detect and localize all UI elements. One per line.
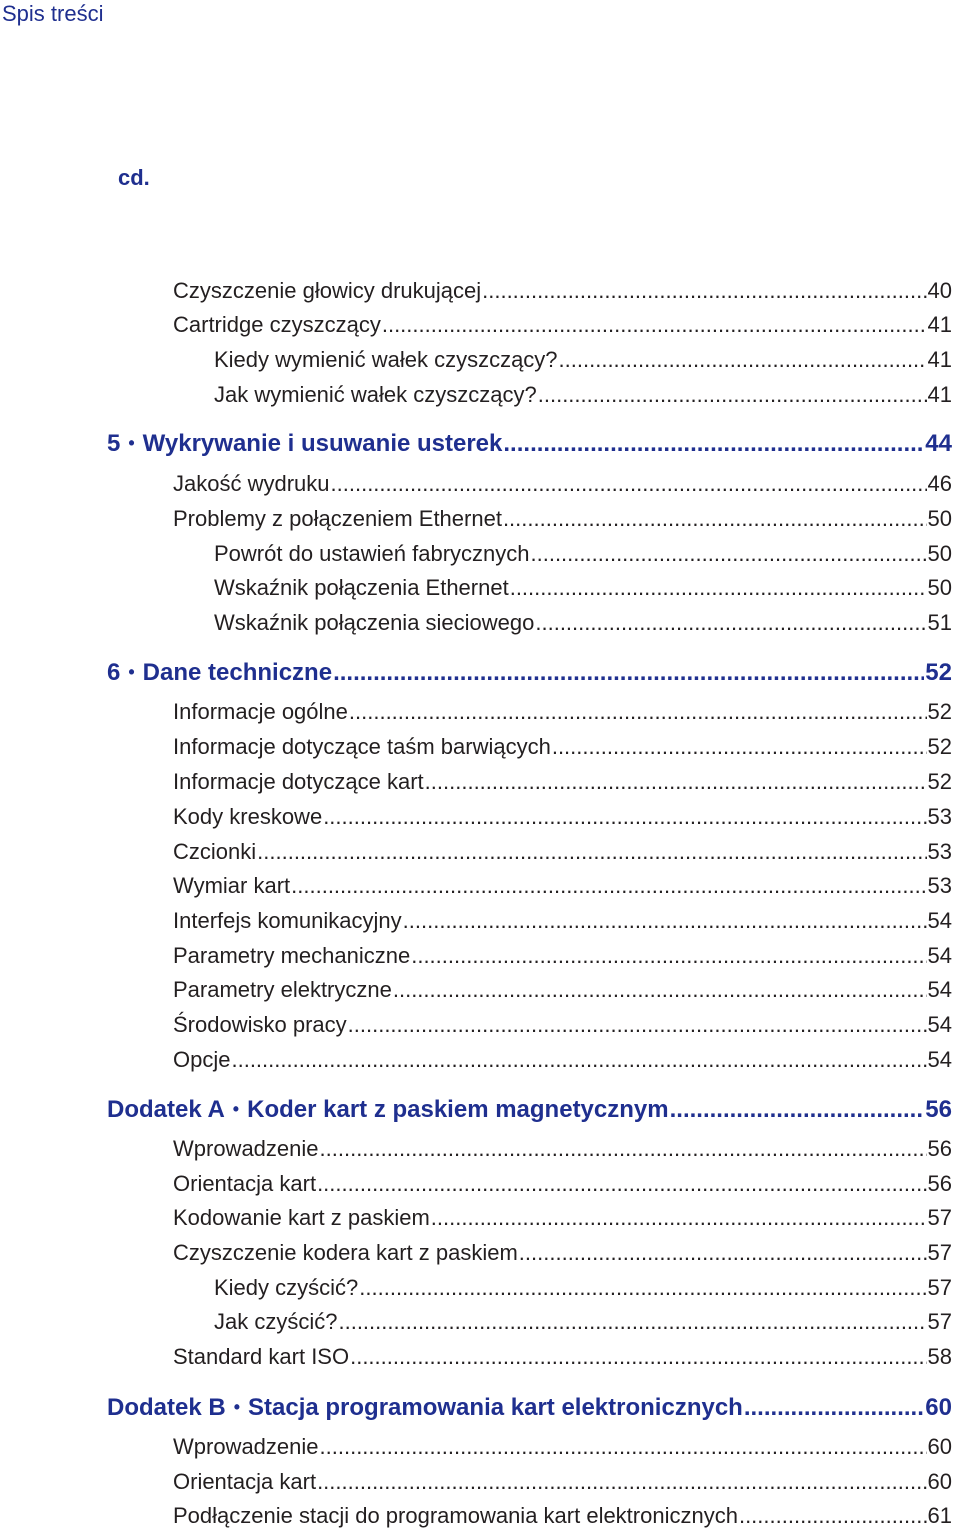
toc-entry[interactable] — [173, 276, 952, 306]
toc-chapter-entry[interactable] — [107, 1392, 952, 1422]
bullet-icon: • — [232, 1099, 240, 1119]
toc-entry-title: Jakość wydruku — [173, 471, 330, 496]
toc-entry[interactable] — [173, 1169, 952, 1199]
dot-leader — [348, 1010, 927, 1040]
toc-entry-title: Informacje dotyczące kart — [173, 769, 424, 794]
toc-entry[interactable] — [173, 837, 952, 867]
toc-page-number: 54 — [927, 943, 952, 968]
toc-entry[interactable] — [173, 1467, 952, 1497]
dot-leader — [510, 573, 927, 603]
toc-chapter-entry[interactable] — [107, 657, 952, 687]
dot-leader — [559, 345, 927, 375]
toc-entry[interactable] — [173, 504, 952, 534]
toc-entry[interactable] — [173, 941, 952, 971]
toc-page-number: 50 — [927, 506, 952, 531]
toc-page-number: 50 — [927, 575, 952, 600]
toc-entry-title: Parametry elektryczne — [173, 977, 392, 1002]
dot-leader — [411, 941, 926, 971]
toc-entry-title: Wprowadzenie — [173, 1434, 319, 1459]
toc-chapter-entry[interactable] — [107, 428, 952, 458]
toc-page-number: 52 — [927, 734, 952, 759]
continued-label: cd. — [118, 165, 150, 190]
chapter-title: Wykrywanie i usuwanie usterek — [142, 430, 503, 457]
dot-leader — [519, 1238, 927, 1268]
dot-leader — [482, 276, 926, 306]
toc-entry-title: Wprowadzenie — [173, 1136, 319, 1161]
toc-page-number: 60 — [925, 1394, 952, 1421]
toc-entry-title: Cartridge czyszczący — [173, 312, 381, 337]
toc-entry-title: Środowisko pracy — [173, 1012, 347, 1037]
bullet-icon: • — [233, 1397, 240, 1417]
toc-entry[interactable] — [173, 310, 952, 340]
toc-page-number: 57 — [927, 1240, 952, 1265]
toc-entry[interactable] — [173, 732, 952, 762]
dot-leader — [382, 310, 927, 340]
chapter-title: Koder kart z paskiem magnetycznym — [247, 1096, 669, 1123]
dot-leader — [317, 1169, 926, 1199]
toc-page-number: 52 — [925, 659, 952, 686]
toc-entry[interactable] — [173, 1134, 952, 1164]
toc-page-number: 41 — [927, 312, 952, 337]
toc-entry-title: Opcje — [173, 1047, 231, 1072]
toc-page-number: 53 — [927, 804, 952, 829]
dot-leader — [538, 380, 927, 410]
toc-entry-title: Czyszczenie kodera kart z paskiem — [173, 1240, 518, 1265]
dot-leader — [320, 1432, 927, 1462]
toc-page-number: 54 — [927, 908, 952, 933]
toc-page-number: 52 — [927, 699, 952, 724]
toc-entry-title: Orientacja kart — [173, 1171, 317, 1196]
toc-entry-title — [107, 1392, 743, 1425]
dot-leader — [431, 1203, 927, 1233]
chapter-number: Dodatek B — [107, 1394, 226, 1421]
toc-entry-title: Kody kreskowe — [173, 804, 323, 829]
dot-leader — [320, 1134, 927, 1164]
toc-entry-title — [107, 1094, 669, 1127]
toc-entry-title: Interfejs komunikacyjny — [173, 908, 402, 933]
dot-leader — [323, 802, 926, 832]
toc-entry[interactable] — [173, 1203, 952, 1233]
toc-page-number: 53 — [927, 839, 952, 864]
toc-entry-title — [107, 657, 332, 690]
chapter-title: Dane techniczne — [142, 659, 333, 686]
dot-leader — [291, 871, 926, 901]
toc-page-number: 50 — [927, 541, 952, 566]
toc-page-number: 53 — [927, 873, 952, 898]
toc-entry-title: Podłączenie stacji do programowania kart elektronicznych — [173, 1503, 738, 1528]
dot-leader — [349, 697, 927, 727]
toc-page-number: 41 — [927, 382, 952, 407]
toc-entry-title: Kodowanie kart z paskiem — [173, 1205, 430, 1230]
toc-page-number: 54 — [927, 977, 952, 1002]
toc-entry[interactable] — [173, 906, 952, 936]
toc-page-number: 60 — [927, 1434, 952, 1459]
toc-entry-title: Parametry mechaniczne — [173, 943, 411, 968]
toc-page-number: 54 — [927, 1047, 952, 1072]
toc-page-number: 44 — [925, 430, 952, 457]
toc-page-number: 61 — [927, 1503, 952, 1528]
toc-entry[interactable] — [214, 573, 952, 603]
toc-entry-title: Kiedy wymienić wałek czyszczący? — [214, 347, 558, 372]
toc-entry-title: Kiedy czyścić? — [214, 1275, 359, 1300]
toc-page-number: 60 — [927, 1469, 952, 1494]
toc-entry[interactable] — [173, 697, 952, 727]
toc-page-number: 57 — [927, 1309, 952, 1334]
toc-page-number: 57 — [927, 1205, 952, 1230]
toc-page-number: 51 — [927, 610, 952, 635]
dot-leader — [425, 767, 927, 797]
toc-page-number: 54 — [927, 1012, 952, 1037]
dot-leader — [503, 428, 924, 460]
toc-entry[interactable] — [173, 1342, 952, 1372]
chapter-title: Stacja programowania kart elektronicznych — [248, 1394, 743, 1421]
dot-leader — [535, 608, 926, 638]
toc-page-number: 40 — [927, 278, 952, 303]
chapter-number: 6 — [107, 659, 121, 686]
toc-entry-title: Jak czyścić? — [214, 1309, 338, 1334]
dot-leader — [350, 1342, 926, 1372]
page-title: Spis treści — [2, 1, 104, 26]
toc-entry-title: Orientacja kart — [173, 1469, 317, 1494]
dot-leader — [338, 1307, 926, 1337]
dot-leader — [393, 975, 927, 1005]
bullet-icon: • — [128, 662, 135, 682]
toc-entry[interactable] — [214, 539, 952, 569]
dot-leader — [331, 469, 927, 499]
toc-entry-title: Problemy z połączeniem Ethernet — [173, 506, 502, 531]
toc-entry[interactable] — [173, 802, 952, 832]
toc-entry-title: Informacje ogólne — [173, 699, 348, 724]
toc-entry-title — [107, 428, 502, 461]
dot-leader — [531, 539, 927, 569]
bullet-icon: • — [128, 433, 135, 453]
toc-entry[interactable] — [173, 1045, 952, 1075]
chapter-number: Dodatek A — [107, 1096, 225, 1123]
toc-entry[interactable] — [214, 1273, 952, 1303]
toc-entry-title: Czcionki — [173, 839, 257, 864]
toc-entry[interactable] — [173, 469, 952, 499]
toc-entry-title: Standard kart ISO — [173, 1344, 350, 1369]
toc-page-number: 56 — [925, 1096, 952, 1123]
toc-entry-title: Informacje dotyczące taśm barwiących — [173, 734, 551, 759]
toc-entry-title: Czyszczenie głowicy drukującej — [173, 278, 482, 303]
toc-entry[interactable] — [214, 608, 952, 638]
toc-page-number: 58 — [927, 1344, 952, 1369]
toc-page-number: 56 — [927, 1171, 952, 1196]
toc-entry[interactable] — [173, 767, 952, 797]
dot-leader — [403, 906, 927, 936]
dot-leader — [317, 1467, 926, 1497]
toc-entry[interactable] — [173, 975, 952, 1005]
dot-leader — [670, 1094, 925, 1126]
toc-entry[interactable] — [173, 871, 952, 901]
toc-entry-title: Wskaźnik połączenia sieciowego — [214, 610, 535, 635]
dot-leader — [739, 1501, 927, 1531]
chapter-number: 5 — [107, 430, 121, 457]
dot-leader — [552, 732, 927, 762]
dot-leader — [231, 1045, 926, 1075]
toc-entry[interactable] — [173, 1010, 952, 1040]
toc-chapter-entry[interactable] — [107, 1094, 952, 1124]
toc-entry-title: Wymiar kart — [173, 873, 291, 898]
toc-page-number: 52 — [927, 769, 952, 794]
dot-leader — [257, 837, 926, 867]
dot-leader — [333, 657, 924, 689]
dot-leader — [744, 1392, 924, 1424]
toc-entry[interactable] — [173, 1501, 952, 1531]
toc-entry[interactable] — [173, 1238, 952, 1268]
dot-leader — [503, 504, 927, 534]
toc-page-number: 41 — [927, 347, 952, 372]
toc-page-number: 56 — [927, 1136, 952, 1161]
toc-entry[interactable] — [173, 1432, 952, 1462]
toc-entry[interactable] — [214, 380, 952, 410]
toc-entry[interactable] — [214, 345, 952, 375]
toc-entry[interactable] — [214, 1307, 952, 1337]
toc-page-number: 46 — [927, 471, 952, 496]
dot-leader — [359, 1273, 926, 1303]
toc-entry-title: Wskaźnik połączenia Ethernet — [214, 575, 509, 600]
toc-entry-title: Powrót do ustawień fabrycznych — [214, 541, 530, 566]
toc-entry-title: Jak wymienić wałek czyszczący? — [214, 382, 537, 407]
toc-page-number: 57 — [927, 1275, 952, 1300]
